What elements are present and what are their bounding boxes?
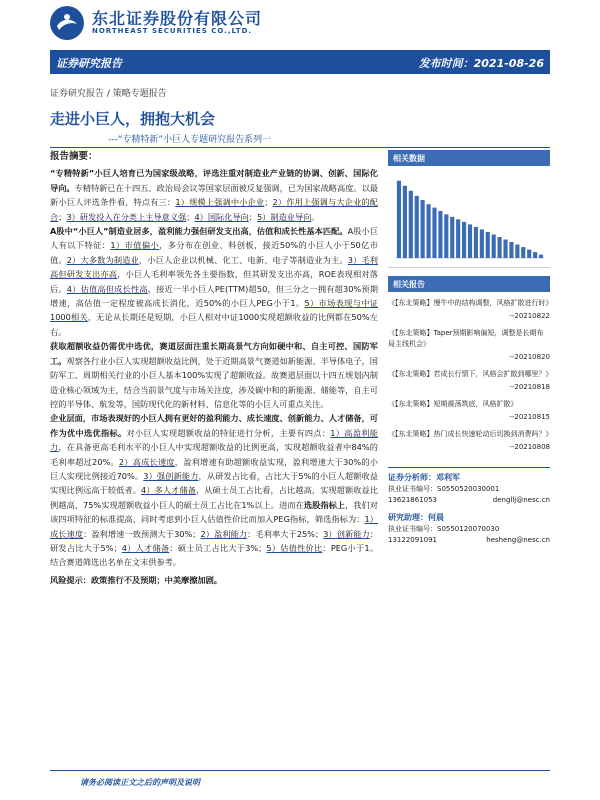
brand-name-cn: 东北证券股份有限公司: [92, 9, 263, 28]
bar-chart: [388, 166, 550, 268]
p1-sep-1: ；: [264, 197, 273, 208]
p2-text-c: ，小巨人企业以机械、化工、电新、电子等制造业为主。: [138, 254, 348, 265]
p4-text-k: ：PEG小于1。结合赛道筛选出名单在文末供参考。: [50, 542, 379, 568]
analyst-name-line: [388, 472, 550, 483]
chart-bar-6: [426, 204, 430, 258]
chart-bar-18: [498, 237, 502, 258]
summary-heading: 报告摘要：: [50, 151, 98, 162]
p4-point-4: 4）多人才储备: [141, 485, 196, 496]
chart-bar-7: [432, 208, 436, 258]
chart-bar-22: [521, 247, 525, 258]
breadcrumb: 证券研究报告 / 策略专题报告: [50, 89, 167, 99]
footer-disclaimer: 请务必阅读正文之后的声明及说明: [50, 770, 550, 788]
p4-bold-2: 选股指标上: [303, 499, 346, 510]
analyst-phone: 13122091091: [388, 536, 437, 544]
chart-bar-15: [480, 229, 484, 258]
chart-bar-8: [438, 211, 442, 258]
related-reports-heading: 相关报告: [388, 276, 550, 292]
p2-text-e: ，接近一半小巨人PE(TTM)超50，但三分之一拥有超30%预期增速，高估值一定程度被高成长消化，近50%的小巨人PEG小于1。: [50, 283, 378, 309]
chart-bar-21: [515, 245, 519, 258]
p1-text: 专精特新已在十四五、政治局会议等国家层面被反复强调，已为国家战略高度。以最新小巨人评选条件看，特点有三：: [50, 182, 378, 208]
summary-paragraph-1: [50, 166, 378, 224]
page-title: 走进小巨人，拥抱大机会: [50, 110, 216, 128]
p2-point-4: 4）估值高但成长性高: [66, 283, 148, 294]
chart-bar-9: [444, 214, 448, 258]
p1-point-2: 2）作用上强调与大企业的配合: [50, 197, 378, 222]
analyst-contact: [388, 495, 550, 506]
summary-paragraph-3: [50, 339, 378, 411]
risk-warning: 风险提示：政策推行不及预期；中美摩擦加剧。: [50, 574, 222, 585]
chart-bar-16: [486, 232, 490, 258]
p2-point-5: 5）市场表现与中证1000相关: [50, 298, 378, 323]
p1-point-4: 4）国际化导向: [194, 211, 249, 222]
p2-point-2: 2）大多数为制造业: [66, 254, 139, 265]
page-subtitle: ---“专精特新”小巨人专题研究报告系列一: [108, 135, 272, 145]
related-data-chart: [388, 166, 550, 268]
p1-point-5: 5）制造业导向: [257, 211, 312, 222]
p1-point-3: 3）研发投入在分类上主导意义强: [66, 211, 187, 222]
analyst-name: 邓利军: [436, 473, 460, 482]
p4-criteria-5: 5）估值性价比: [266, 542, 323, 553]
company-logo-icon: [50, 6, 84, 40]
analyst-email[interactable]: dengllj@nesc.cn: [492, 496, 550, 504]
p4-text-i: ：研发占比大于5%；: [50, 528, 378, 553]
chart-bar-14: [474, 227, 478, 258]
report-date: --20210815: [509, 413, 550, 421]
p1-point-1: 1）规模上强调中小企业: [175, 197, 265, 208]
p4-text-g: ：盈利增速一致预测大于30%；: [83, 528, 201, 539]
chart-bar-10: [450, 217, 454, 258]
analyst-role: 研究助理：: [388, 513, 428, 522]
p4-point-2: 2）高成长速度: [118, 456, 175, 467]
analyst-cert: [388, 524, 550, 535]
report-title[interactable]: 《【东北策略】Taper预期影响偏短，调整是长期布局主线机会》: [388, 329, 544, 348]
p4-point-3: 3）强创新能力: [143, 470, 199, 481]
p4-lead: 企业层面，市场表现好的小巨人拥有更好的盈利能力、成长速度、创新能力、人才储备，可作为优中选优指标。: [50, 413, 378, 438]
report-date: --20210820: [509, 353, 550, 361]
p1-lead: “专精特新”小巨人培育已为国家级战略，评选注重对制造业产业链的协调、创新、国际化导向。: [50, 168, 378, 193]
chart-bar-25: [539, 255, 543, 258]
p4-text-f: ，我们对该四项特征的标准提高，同时考虑到小巨人估值性价比而加入PEG指标，筛选指标为：: [50, 499, 378, 525]
report-date: --20210818: [509, 383, 550, 391]
p4-criteria-2: 2）盈利能力: [200, 528, 248, 539]
p4-text-a: 对小巨人实现超额收益的特征进行分析，主要有四点：: [126, 427, 331, 438]
chart-bar-13: [468, 224, 472, 258]
cert-number: S0550520030001: [437, 485, 500, 493]
chart-bar-11: [456, 219, 460, 258]
p3-lead: 获取超额收益仍需优中选优，赛道层面注重长期高景气方向如硬中和、自主可控、国防军工。: [50, 341, 378, 366]
chart-bar-1: [397, 181, 401, 258]
report-title[interactable]: 《【东北策略】热门成长快速轮动后切换到消费吗？》: [388, 430, 553, 438]
p4-criteria-3: 3）创新能力: [323, 528, 370, 539]
p4-point-1: 1）高盈利能力: [50, 427, 378, 453]
cert-number: S0550120070030: [437, 525, 500, 533]
sidebar: [388, 150, 553, 546]
report-title[interactable]: 《【东北策略】若成长行情下，风格会扩散到哪里？》: [388, 370, 553, 378]
chart-bar-12: [462, 222, 466, 258]
p2-lead: A股中“小巨人”制造业居多，盈利能力强但研发支出高，估值和成长性基本匹配。: [50, 226, 348, 237]
p1-sep-3: ；: [186, 211, 195, 222]
p4-criteria-4: 4）人才储备: [121, 542, 170, 553]
report-date: --20210822: [509, 312, 550, 320]
p4-criteria-1: 1）成长速度: [50, 514, 378, 539]
report-item[interactable]: [388, 298, 553, 322]
p2-text-d: ，小巨人毛利率领先各主要指数，但其研发支出亦高，ROE表现相对落后。: [50, 269, 378, 294]
p4-text-b: ，在具备更高毛利水平的小巨人中实现超额收益的比例更高，实现超额收益者中84%的毛利率超过20%。: [50, 442, 378, 467]
analyst-contact: [388, 535, 550, 546]
summary-paragraph-4: [50, 411, 378, 569]
cert-label: 执业证书编号：: [388, 485, 437, 493]
report-date: --20210808: [509, 443, 550, 451]
report-summary: [50, 150, 378, 587]
report-item[interactable]: [388, 399, 550, 423]
chart-bar-19: [503, 240, 507, 258]
p2-text-b: ，多分布在创业、科创板，接近50%的小巨人小于50亿市值。: [50, 240, 378, 265]
chart-bar-20: [509, 242, 513, 258]
p4-text-j: ：硕士员工占比大于3%；: [169, 542, 267, 553]
p2-point-3: 3）毛利高但研发支出亦高: [50, 254, 378, 280]
analyst-name-line: [388, 512, 550, 523]
p4-text-h: ：毛利率大于25%；: [247, 528, 324, 539]
analyst-card: [388, 467, 550, 546]
chart-bar-17: [492, 234, 496, 258]
banner-report-type: 证券研究报告: [56, 57, 122, 70]
header: [0, 0, 600, 48]
chart-bar-5: [421, 200, 425, 258]
p4-text-d: ，从研发占比看，占比大于5%的小巨人超额收益实现比例远高于较低者。: [50, 470, 378, 496]
summary-paragraph-2: [50, 224, 378, 339]
analyst-cert: [388, 484, 550, 495]
p1-sep-2: ；: [58, 211, 67, 222]
p4-text-e: ，从硕士员工占比看，占比越高，实现超额收益比例越高，75%实现超额收益小巨人的硕士员工占比在1%以上。进而在: [50, 485, 378, 510]
related-data-heading: 相关数据: [388, 150, 550, 166]
p3-text: 观察各行业小巨人实现超额收益比例，处于近期高景气赛道如新能源、半导体电子，国防军工、周期相关行业的小巨人基本100%实现了超额收益。故赛道层面以十四五规划内制造业核心领域为主，结合当前景气度与市场关注度，涉及碳中和的新能源、储能等，自主可控的半导体、航发等，国防现代化的新材料、信息化等的小巨人可重点关注。: [50, 355, 378, 409]
report-item[interactable]: [388, 429, 553, 453]
p4-text-c: ，盈利增速有助超额收益实现，盈利增速大于30%的小巨人实现比例接近70%。: [50, 456, 378, 481]
p2-text-a: A股小巨人有以下特征：: [50, 226, 378, 251]
related-reports: [388, 276, 553, 453]
cert-label: 执业证书编号：: [388, 525, 437, 533]
chart-bar-2: [403, 186, 407, 258]
chart-bar-24: [533, 252, 537, 258]
banner-publish-date: 发布时间：2021-08-26: [418, 57, 544, 70]
chart-bar-23: [527, 250, 531, 258]
analyst-name: 何晨: [428, 513, 444, 522]
p2-point-1: 1）市值偏小: [110, 240, 160, 251]
title-divider: [50, 147, 550, 148]
brand-name-en: NORTHEAST SECURITIES CO.,LTD.: [92, 27, 253, 35]
p1-end: 。: [311, 211, 320, 222]
analyst-phone: 13621861053: [388, 496, 437, 504]
analyst-role: 证券分析师：: [388, 473, 436, 482]
report-banner: [50, 50, 550, 74]
report-title[interactable]: 《【东北策略】短期震荡筑底，风格扩散》: [388, 400, 518, 408]
report-item[interactable]: [388, 369, 553, 393]
p1-sep-4: ；: [248, 211, 257, 222]
chart-bar-4: [415, 196, 419, 258]
report-title[interactable]: 《【东北策略】慢牛中的结构调整，风格扩散进行时》: [388, 299, 553, 307]
chart-bar-3: [409, 191, 413, 258]
analyst-email[interactable]: hesheng@nesc.cn: [486, 536, 550, 544]
report-item[interactable]: [388, 328, 550, 363]
p2-text-f: ，无论从长期还是短期，小巨人相对中证1000实现超额收益的比例都在50%左右。: [50, 312, 378, 337]
